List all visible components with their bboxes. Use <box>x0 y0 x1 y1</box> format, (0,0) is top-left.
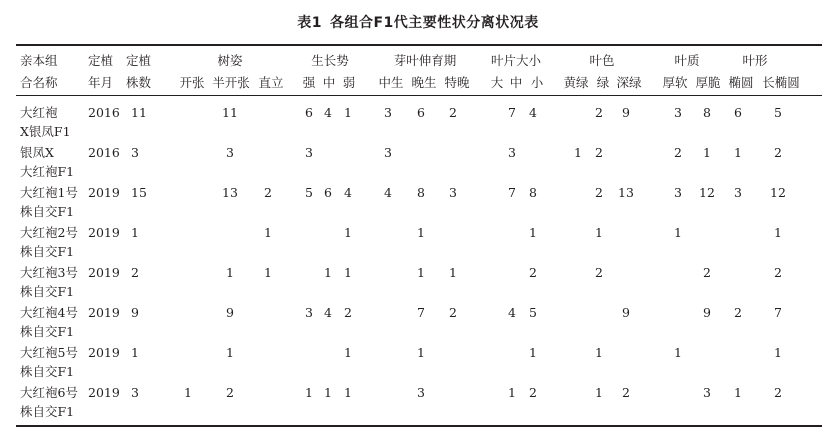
table-cell: 2019 <box>88 345 120 360</box>
table-cell: 2019 <box>88 305 120 320</box>
row-name: 大红袍3号 <box>20 265 78 280</box>
table-cell: 1 <box>264 225 272 240</box>
table-cell: 1 <box>344 385 352 400</box>
table-cell: 2 <box>774 385 782 400</box>
table-cell: 2 <box>344 305 352 320</box>
table-cell: 3 <box>734 185 742 200</box>
table-cell: 1 <box>131 345 139 360</box>
table-cell: 1 <box>449 265 457 280</box>
row-name: 大红袍1号 <box>20 185 78 200</box>
header-rule <box>16 95 822 96</box>
table-cell: 6 <box>417 105 425 120</box>
table-cell: 2016 <box>88 105 120 120</box>
table-cell: 1 <box>674 345 682 360</box>
table-cell: 1 <box>324 385 332 400</box>
table-cell: 1 <box>417 265 425 280</box>
table-cell: 1 <box>344 105 352 120</box>
table-cell: 2 <box>595 265 603 280</box>
table-cell: 5 <box>529 305 537 320</box>
subheader-cell: 椭圆 <box>728 75 754 90</box>
subheader-cell: 黄绿 <box>563 75 589 90</box>
table-cell: 7 <box>508 105 516 120</box>
table-cell: 1 <box>305 385 313 400</box>
header-cell: 定植 <box>88 53 114 68</box>
row-name-cont: 大红袍F1 <box>20 164 75 179</box>
subheader-cell: 半开张 <box>212 75 250 90</box>
table-cell: 2 <box>264 185 272 200</box>
table-cell: 15 <box>131 185 147 200</box>
row-name-cont: 株自交F1 <box>20 324 75 339</box>
table-cell: 2019 <box>88 385 120 400</box>
row-name: 大红袍 <box>20 105 58 120</box>
header-cell: 定植 <box>126 53 152 68</box>
subheader-cell: 厚软 <box>662 75 688 90</box>
subheader-cell: 强 <box>302 75 316 90</box>
table-cell: 1 <box>264 265 272 280</box>
table-cell: 9 <box>703 305 711 320</box>
table-cell: 2 <box>595 105 603 120</box>
subheader-cell: 直立 <box>258 75 284 90</box>
table-cell: 5 <box>774 105 782 120</box>
table-cell: 3 <box>674 185 682 200</box>
table-cell: 3 <box>305 305 313 320</box>
top-rule <box>16 44 822 46</box>
table-cell: 1 <box>774 345 782 360</box>
table-cell: 1 <box>417 345 425 360</box>
table-cell: 1 <box>226 265 234 280</box>
table-cell: 4 <box>344 185 352 200</box>
table-cell: 2019 <box>88 265 120 280</box>
table-cell: 1 <box>734 385 742 400</box>
table-cell: 7 <box>508 185 516 200</box>
table-cell: 3 <box>674 105 682 120</box>
row-name-cont: 株自交F1 <box>20 284 75 299</box>
table-cell: 3 <box>305 145 313 160</box>
table-cell: 2 <box>131 265 139 280</box>
header-cell: 叶片大小 <box>490 53 542 68</box>
table-cell: 2 <box>529 265 537 280</box>
table-cell: 1 <box>529 345 537 360</box>
subheader-cell: 年月 <box>88 75 114 90</box>
table-cell: 1 <box>324 265 332 280</box>
table-cell: 2019 <box>88 185 120 200</box>
table-cell: 11 <box>131 105 147 120</box>
subheader-cell: 弱 <box>342 75 356 90</box>
table-cell: 2 <box>226 385 234 400</box>
table-cell: 2 <box>449 105 457 120</box>
table-cell: 1 <box>184 385 192 400</box>
subheader-cell: 长椭圆 <box>762 75 800 90</box>
table-cell: 1 <box>131 225 139 240</box>
subheader-cell: 绿 <box>596 75 610 90</box>
table-cell: 4 <box>529 105 537 120</box>
table-cell: 1 <box>734 145 742 160</box>
header-cell: 叶质 <box>674 53 700 68</box>
row-name-cont: 株自交F1 <box>20 204 75 219</box>
table-cell: 2 <box>734 305 742 320</box>
table-cell: 1 <box>595 345 603 360</box>
table-cell: 3 <box>384 105 392 120</box>
table-cell: 3 <box>449 185 457 200</box>
table-cell: 3 <box>417 385 425 400</box>
row-name: 大红袍2号 <box>20 225 78 240</box>
subheader-cell: 大 <box>490 75 504 90</box>
subheader-cell: 合名称 <box>20 75 58 90</box>
table-cell: 4 <box>384 185 392 200</box>
row-name-cont: 株自交F1 <box>20 244 75 259</box>
row-name: 大红袍6号 <box>20 385 78 400</box>
header-cell: 生长势 <box>311 53 349 68</box>
table-cell: 3 <box>131 385 139 400</box>
table-cell: 13 <box>222 185 238 200</box>
bottom-rule <box>16 425 822 427</box>
table-cell: 9 <box>622 105 630 120</box>
table-cell: 1 <box>529 225 537 240</box>
table-cell: 7 <box>774 305 782 320</box>
subheader-cell: 中 <box>322 75 336 90</box>
table-cell: 12 <box>770 185 786 200</box>
table-cell: 2 <box>595 145 603 160</box>
table-cell: 2016 <box>88 145 120 160</box>
table-cell: 3 <box>508 145 516 160</box>
table-number: 表1 <box>297 15 322 31</box>
subheader-cell: 株数 <box>126 75 152 90</box>
table-cell: 3 <box>703 385 711 400</box>
subheader-cell: 晚生 <box>411 75 437 90</box>
table-cell: 2 <box>703 265 711 280</box>
subheader-cell: 中 <box>509 75 523 90</box>
table-cell: 6 <box>734 105 742 120</box>
table-cell: 1 <box>595 225 603 240</box>
table-cell: 2 <box>622 385 630 400</box>
table-cell: 9 <box>226 305 234 320</box>
table-cell: 8 <box>529 185 537 200</box>
table-cell: 3 <box>384 145 392 160</box>
table-cell: 8 <box>417 185 425 200</box>
table-cell: 4 <box>508 305 516 320</box>
table-cell: 1 <box>774 225 782 240</box>
table-cell: 11 <box>222 105 238 120</box>
table-cell: 13 <box>618 185 634 200</box>
subheader-cell: 厚脆 <box>695 75 721 90</box>
table-cell: 1 <box>674 225 682 240</box>
table-cell: 2 <box>449 305 457 320</box>
table-cell: 2 <box>774 145 782 160</box>
table-cell: 2 <box>674 145 682 160</box>
table-cell: 1 <box>508 385 516 400</box>
table-cell: 6 <box>305 105 313 120</box>
row-name: 大红袍5号 <box>20 345 78 360</box>
row-name: 银凤X <box>20 145 54 160</box>
table-cell: 2 <box>774 265 782 280</box>
table-cell: 8 <box>703 105 711 120</box>
table-cell: 2 <box>529 385 537 400</box>
table-cell: 3 <box>226 145 234 160</box>
table-cell: 1 <box>226 345 234 360</box>
table-cell: 4 <box>324 105 332 120</box>
table-cell: 9 <box>131 305 139 320</box>
table-cell: 12 <box>699 185 715 200</box>
subheader-cell: 深绿 <box>616 75 642 90</box>
table-cell: 2019 <box>88 225 120 240</box>
table-cell: 1 <box>574 145 582 160</box>
header-cell: 树姿 <box>217 53 243 68</box>
row-name: 大红袍4号 <box>20 305 78 320</box>
subheader-cell: 开张 <box>179 75 205 90</box>
table-cell: 1 <box>344 225 352 240</box>
table-cell: 9 <box>622 305 630 320</box>
table-cell: 1 <box>344 345 352 360</box>
table-cell: 1 <box>344 265 352 280</box>
table-cell: 7 <box>417 305 425 320</box>
table-caption: 各组合F1代主要性状分离状况表 <box>329 15 539 31</box>
header-cell: 亲本组 <box>20 53 58 68</box>
subheader-cell: 特晚 <box>444 75 470 90</box>
header-cell: 芽叶伸育期 <box>393 53 457 68</box>
table-cell: 6 <box>324 185 332 200</box>
header-cell: 叶形 <box>742 53 768 68</box>
table-cell: 5 <box>305 185 313 200</box>
row-name-cont: 株自交F1 <box>20 364 75 379</box>
row-name-cont: 株自交F1 <box>20 404 75 419</box>
table-cell: 3 <box>131 145 139 160</box>
subheader-cell: 小 <box>530 75 544 90</box>
table-title <box>0 12 836 32</box>
subheader-cell: 中生 <box>378 75 404 90</box>
table-cell: 4 <box>324 305 332 320</box>
table-cell: 1 <box>703 145 711 160</box>
table-cell: 1 <box>595 385 603 400</box>
row-name-cont: X银凤F1 <box>20 124 71 139</box>
table-cell: 2 <box>595 185 603 200</box>
table-cell: 1 <box>417 225 425 240</box>
header-cell: 叶色 <box>589 53 615 68</box>
